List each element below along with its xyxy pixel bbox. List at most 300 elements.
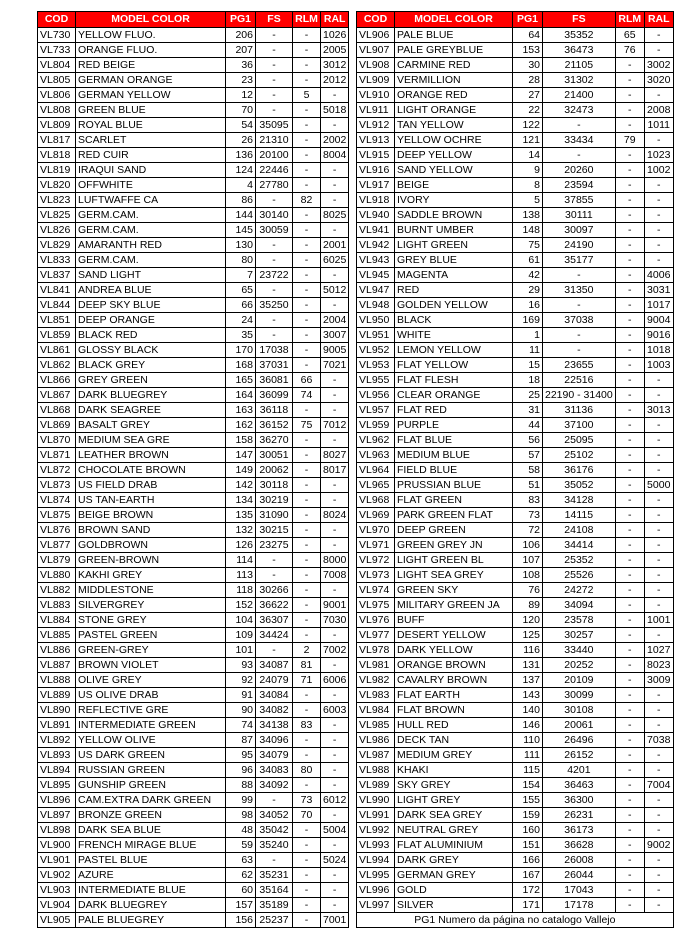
pg1-cell: 70 <box>226 103 256 118</box>
ral-cell: 8027 <box>321 448 349 463</box>
pg1-cell: 42 <box>513 268 543 283</box>
rlm-cell: - <box>615 763 644 778</box>
table-row <box>357 583 674 598</box>
ral-cell: - <box>644 493 673 508</box>
rlm-cell: - <box>615 508 644 523</box>
model-color-cell: DARK YELLOW <box>395 643 513 658</box>
ral-cell: - <box>644 238 673 253</box>
rlm-cell: - <box>615 478 644 493</box>
pg1-cell: 146 <box>513 718 543 733</box>
model-color-cell: AMARANTH RED <box>76 238 226 253</box>
fs-cell: 30118 <box>256 478 293 493</box>
fs-cell: 26496 <box>543 733 616 748</box>
code-cell: VL983 <box>357 688 395 703</box>
pg1-cell: 206 <box>226 28 256 43</box>
fs-cell: - <box>543 268 616 283</box>
fs-cell: 25102 <box>543 448 616 463</box>
header-pg1: PG1 <box>226 12 256 28</box>
model-color-cell: GLOSSY BLACK <box>76 343 226 358</box>
rlm-cell: - <box>293 508 321 523</box>
ral-cell: - <box>644 433 673 448</box>
table-row <box>38 613 349 628</box>
fs-cell: 37855 <box>543 193 616 208</box>
model-color-cell: LIGHT GREY <box>395 793 513 808</box>
fs-cell: 34424 <box>256 628 293 643</box>
code-cell: VL892 <box>38 733 76 748</box>
code-cell: VL973 <box>357 568 395 583</box>
model-color-cell: DEEP GREEN <box>395 523 513 538</box>
ral-cell: 7030 <box>321 613 349 628</box>
pg1-cell: 171 <box>513 898 543 913</box>
ral-cell: 8025 <box>321 208 349 223</box>
rlm-cell: - <box>615 388 644 403</box>
ral-cell: 9001 <box>321 598 349 613</box>
rlm-cell: - <box>615 823 644 838</box>
table-row <box>38 328 349 343</box>
table-row <box>357 733 674 748</box>
pg1-cell: 9 <box>513 163 543 178</box>
ral-cell: - <box>321 808 349 823</box>
ral-cell: 5012 <box>321 283 349 298</box>
pg1-cell: 35 <box>226 328 256 343</box>
rlm-cell: - <box>293 358 321 373</box>
ral-cell: - <box>644 223 673 238</box>
table-row <box>38 778 349 793</box>
ral-cell: 3012 <box>321 58 349 73</box>
ral-cell: 5000 <box>644 478 673 493</box>
header-rlm: RLM <box>615 12 644 28</box>
rlm-cell: 5 <box>293 88 321 103</box>
table-row <box>357 328 674 343</box>
pg1-cell: 27 <box>513 88 543 103</box>
rlm-cell: - <box>293 583 321 598</box>
ral-cell: 3002 <box>644 58 673 73</box>
table-row <box>38 628 349 643</box>
table-row <box>357 388 674 403</box>
ral-cell: - <box>321 223 349 238</box>
ral-cell: - <box>321 883 349 898</box>
pg1-cell: 61 <box>513 253 543 268</box>
code-cell: VL896 <box>38 793 76 808</box>
model-color-cell: GERMAN GREY <box>395 868 513 883</box>
ral-cell: - <box>644 868 673 883</box>
table-row <box>38 823 349 838</box>
fs-cell: 35052 <box>543 478 616 493</box>
header-model-color: MODEL COLOR <box>395 12 513 28</box>
model-color-cell: ORANGE BROWN <box>395 658 513 673</box>
pg1-cell: 64 <box>513 28 543 43</box>
model-color-cell: PURPLE <box>395 418 513 433</box>
fs-cell: - <box>256 43 293 58</box>
code-cell: VL880 <box>38 568 76 583</box>
fs-cell: - <box>256 28 293 43</box>
rlm-cell: - <box>615 103 644 118</box>
rlm-cell: - <box>293 103 321 118</box>
rlm-cell: - <box>615 598 644 613</box>
table-row <box>38 388 349 403</box>
fs-cell: 36081 <box>256 373 293 388</box>
model-color-cell: IVORY <box>395 193 513 208</box>
pg1-cell: 30 <box>513 58 543 73</box>
pg1-cell: 157 <box>226 898 256 913</box>
model-color-cell: DARK BLUEGREY <box>76 388 226 403</box>
ral-cell: 1017 <box>644 298 673 313</box>
table-row <box>38 808 349 823</box>
rlm-cell: - <box>293 253 321 268</box>
rlm-cell: - <box>615 88 644 103</box>
ral-cell: - <box>644 193 673 208</box>
rlm-cell: - <box>615 733 644 748</box>
pg1-cell: 134 <box>226 493 256 508</box>
table-row <box>357 403 674 418</box>
table-row <box>38 268 349 283</box>
rlm-cell: - <box>293 823 321 838</box>
table-row <box>357 133 674 148</box>
ral-cell: - <box>321 838 349 853</box>
model-color-cell: DEEP SKY BLUE <box>76 298 226 313</box>
fs-cell: 22516 <box>543 373 616 388</box>
model-color-cell: GERM.CAM. <box>76 223 226 238</box>
fs-cell: 24108 <box>543 523 616 538</box>
model-color-cell: MILITARY GREEN JA <box>395 598 513 613</box>
fs-cell: 30108 <box>543 703 616 718</box>
fs-cell: - <box>256 553 293 568</box>
model-color-cell: SCARLET <box>76 133 226 148</box>
rlm-cell: - <box>293 448 321 463</box>
code-cell: VL991 <box>357 808 395 823</box>
model-color-cell: GREEN GREY JN <box>395 538 513 553</box>
code-cell: VL895 <box>38 778 76 793</box>
fs-cell: 37038 <box>543 313 616 328</box>
fs-cell: 36463 <box>543 778 616 793</box>
model-color-cell: RED CUIR <box>76 148 226 163</box>
fs-cell: 33440 <box>543 643 616 658</box>
ral-cell: 6012 <box>321 793 349 808</box>
code-cell: VL876 <box>38 523 76 538</box>
pg1-cell: 159 <box>513 808 543 823</box>
rlm-cell: - <box>615 568 644 583</box>
ral-cell: 3007 <box>321 328 349 343</box>
ral-cell: 8024 <box>321 508 349 523</box>
ral-cell: 5018 <box>321 103 349 118</box>
pg1-cell: 12 <box>226 88 256 103</box>
table-row <box>357 838 674 853</box>
table-row <box>357 253 674 268</box>
pg1-cell: 58 <box>513 463 543 478</box>
fs-cell: 21310 <box>256 133 293 148</box>
table-row <box>357 568 674 583</box>
fs-cell: 36152 <box>256 418 293 433</box>
fs-cell: 35042 <box>256 823 293 838</box>
rlm-cell: - <box>615 718 644 733</box>
ral-cell: - <box>321 733 349 748</box>
pg1-cell: 120 <box>513 613 543 628</box>
pg1-cell: 125 <box>513 628 543 643</box>
table-row <box>357 298 674 313</box>
ral-cell: - <box>321 763 349 778</box>
code-cell: VL984 <box>357 703 395 718</box>
pg1-cell: 62 <box>226 868 256 883</box>
header-cod: COD <box>357 12 395 28</box>
pg1-cell: 72 <box>513 523 543 538</box>
code-cell: VL866 <box>38 373 76 388</box>
table-row <box>38 313 349 328</box>
code-cell: VL912 <box>357 118 395 133</box>
rlm-cell: - <box>615 793 644 808</box>
ral-cell: 7038 <box>644 733 673 748</box>
ral-cell: - <box>644 523 673 538</box>
fs-cell: 34082 <box>256 703 293 718</box>
ral-cell: - <box>644 508 673 523</box>
model-color-cell: INTERMEDIATE BLUE <box>76 883 226 898</box>
model-color-cell: US DARK GREEN <box>76 748 226 763</box>
code-cell: VL985 <box>357 718 395 733</box>
rlm-cell: - <box>615 313 644 328</box>
ral-cell: - <box>644 28 673 43</box>
fs-cell: 31302 <box>543 73 616 88</box>
rlm-cell: - <box>615 523 644 538</box>
ral-cell: - <box>644 388 673 403</box>
code-cell: VL955 <box>357 373 395 388</box>
fs-cell: 30099 <box>543 688 616 703</box>
pg1-cell: 151 <box>513 838 543 853</box>
code-cell: VL886 <box>38 643 76 658</box>
model-color-cell: ANDREA BLUE <box>76 283 226 298</box>
fs-cell: 30140 <box>256 208 293 223</box>
pg1-cell: 106 <box>513 538 543 553</box>
header-ral: RAL <box>644 12 673 28</box>
ral-cell: 5024 <box>321 853 349 868</box>
table-row <box>38 28 349 43</box>
rlm-cell: - <box>293 898 321 913</box>
code-cell: VL992 <box>357 823 395 838</box>
rlm-cell: 79 <box>615 133 644 148</box>
fs-cell: 36173 <box>543 823 616 838</box>
pg1-cell: 114 <box>226 553 256 568</box>
pg1-cell: 56 <box>513 433 543 448</box>
table-row <box>38 133 349 148</box>
rlm-cell: - <box>615 613 644 628</box>
code-cell: VL905 <box>38 913 76 928</box>
ral-cell: - <box>321 88 349 103</box>
table-row <box>357 223 674 238</box>
fs-cell: - <box>543 148 616 163</box>
rlm-cell: - <box>615 448 644 463</box>
model-color-cell: BEIGE BROWN <box>76 508 226 523</box>
fs-cell: 30059 <box>256 223 293 238</box>
model-color-cell: GOLDBROWN <box>76 538 226 553</box>
fs-cell: 27780 <box>256 178 293 193</box>
model-color-cell: GREEN-BROWN <box>76 553 226 568</box>
table-row <box>357 508 674 523</box>
code-cell: VL891 <box>38 718 76 733</box>
fs-cell: 25526 <box>543 568 616 583</box>
rlm-cell: - <box>615 178 644 193</box>
pg1-cell: 5 <box>513 193 543 208</box>
fs-cell: 30219 <box>256 493 293 508</box>
code-cell: VL952 <box>357 343 395 358</box>
ral-cell: 1003 <box>644 358 673 373</box>
pg1-cell: 8 <box>513 178 543 193</box>
model-color-cell: FRENCH MIRAGE BLUE <box>76 838 226 853</box>
ral-cell: 1018 <box>644 343 673 358</box>
rlm-cell: - <box>615 583 644 598</box>
rlm-cell: - <box>293 538 321 553</box>
model-color-cell: KAKHI GREY <box>76 568 226 583</box>
model-color-cell: LIGHT GREEN BL <box>395 553 513 568</box>
rlm-cell: - <box>293 913 321 928</box>
model-color-cell: FLAT BLUE <box>395 433 513 448</box>
code-cell: VL915 <box>357 148 395 163</box>
ral-cell: 1027 <box>644 643 673 658</box>
fs-cell: 20260 <box>543 163 616 178</box>
fs-cell: 17178 <box>543 898 616 913</box>
right-table-body <box>357 12 674 928</box>
table-row <box>357 673 674 688</box>
ral-cell: 6003 <box>321 703 349 718</box>
table-row <box>357 208 674 223</box>
table-row <box>357 88 674 103</box>
model-color-cell: DARK SEA GREY <box>395 808 513 823</box>
pg1-cell: 4 <box>226 178 256 193</box>
code-cell: VL910 <box>357 88 395 103</box>
ral-cell: 8017 <box>321 463 349 478</box>
pg1-cell: 76 <box>513 583 543 598</box>
table-row <box>357 73 674 88</box>
ral-cell: - <box>644 373 673 388</box>
table-row <box>357 28 674 43</box>
pg1-cell: 22 <box>513 103 543 118</box>
fs-cell: 35177 <box>543 253 616 268</box>
pg1-cell: 89 <box>513 598 543 613</box>
rlm-cell: - <box>615 853 644 868</box>
code-cell: VL859 <box>38 328 76 343</box>
pg1-cell: 63 <box>226 853 256 868</box>
rlm-cell: - <box>615 553 644 568</box>
rlm-cell: - <box>293 463 321 478</box>
code-cell: VL730 <box>38 28 76 43</box>
rlm-cell: 80 <box>293 763 321 778</box>
table-row <box>38 88 349 103</box>
table-row <box>357 283 674 298</box>
model-color-cell: MIDDLESTONE <box>76 583 226 598</box>
code-cell: VL918 <box>357 193 395 208</box>
ral-cell: 7002 <box>321 643 349 658</box>
rlm-cell: - <box>615 268 644 283</box>
pg1-cell: 87 <box>226 733 256 748</box>
pg1-cell: 16 <box>513 298 543 313</box>
code-cell: VL873 <box>38 478 76 493</box>
rlm-cell: - <box>615 343 644 358</box>
code-cell: VL902 <box>38 868 76 883</box>
table-row <box>38 898 349 913</box>
model-color-cell: RUSSIAN GREEN <box>76 763 226 778</box>
ral-cell: 3031 <box>644 283 673 298</box>
rlm-cell: - <box>615 643 644 658</box>
rlm-cell: 70 <box>293 808 321 823</box>
pg1-cell: 109 <box>226 628 256 643</box>
table-row <box>357 478 674 493</box>
rlm-cell: - <box>615 658 644 673</box>
table-row <box>38 43 349 58</box>
code-cell: VL917 <box>357 178 395 193</box>
table-row <box>38 58 349 73</box>
ral-cell: 5004 <box>321 823 349 838</box>
pg1-cell: 115 <box>513 763 543 778</box>
fs-cell: - <box>256 313 293 328</box>
rlm-cell: - <box>615 703 644 718</box>
code-cell: VL871 <box>38 448 76 463</box>
pg1-cell: 31 <box>513 403 543 418</box>
rlm-cell: 71 <box>293 673 321 688</box>
table-row <box>357 748 674 763</box>
table-row <box>357 688 674 703</box>
header-cod: COD <box>38 12 76 28</box>
header-rlm: RLM <box>293 12 321 28</box>
code-cell: VL844 <box>38 298 76 313</box>
code-cell: VL888 <box>38 673 76 688</box>
rlm-cell: - <box>293 433 321 448</box>
rlm-cell: - <box>615 463 644 478</box>
ral-cell: 3009 <box>644 673 673 688</box>
ral-cell: 9004 <box>644 313 673 328</box>
fs-cell: 20100 <box>256 148 293 163</box>
table-row <box>38 448 349 463</box>
code-cell: VL908 <box>357 58 395 73</box>
rlm-cell: - <box>615 328 644 343</box>
pg1-cell: 60 <box>226 883 256 898</box>
table-row <box>38 223 349 238</box>
table-row <box>357 823 674 838</box>
rlm-cell: 66 <box>293 373 321 388</box>
fs-cell: 26044 <box>543 868 616 883</box>
pg1-cell: 104 <box>226 613 256 628</box>
model-color-cell: BUFF <box>395 613 513 628</box>
model-color-cell: DARK BLUEGREY <box>76 898 226 913</box>
header-row <box>357 12 674 28</box>
ral-cell: 1011 <box>644 118 673 133</box>
fs-cell: 23578 <box>543 613 616 628</box>
rlm-cell: - <box>615 433 644 448</box>
fs-cell: 20062 <box>256 463 293 478</box>
table-row <box>38 718 349 733</box>
code-cell: VL947 <box>357 283 395 298</box>
pg1-cell: 154 <box>513 778 543 793</box>
pg1-cell: 137 <box>513 673 543 688</box>
ral-cell: - <box>321 478 349 493</box>
pg1-cell: 92 <box>226 673 256 688</box>
code-cell: VL963 <box>357 448 395 463</box>
ral-cell: - <box>321 268 349 283</box>
code-cell: VL962 <box>357 433 395 448</box>
fs-cell: - <box>256 88 293 103</box>
rlm-cell: - <box>615 253 644 268</box>
table-row <box>357 148 674 163</box>
pg1-cell: 155 <box>513 793 543 808</box>
ral-cell: 1026 <box>321 28 349 43</box>
rlm-cell: 65 <box>615 28 644 43</box>
code-cell: VL808 <box>38 103 76 118</box>
table-row <box>357 313 674 328</box>
model-color-cell: ORANGE FLUO. <box>76 43 226 58</box>
fs-cell: - <box>256 283 293 298</box>
model-color-cell: PRUSSIAN BLUE <box>395 478 513 493</box>
ral-cell: 3013 <box>644 403 673 418</box>
pg1-cell: 93 <box>226 658 256 673</box>
model-color-cell: HULL RED <box>395 718 513 733</box>
ral-cell: - <box>321 493 349 508</box>
fs-cell: 17038 <box>256 343 293 358</box>
